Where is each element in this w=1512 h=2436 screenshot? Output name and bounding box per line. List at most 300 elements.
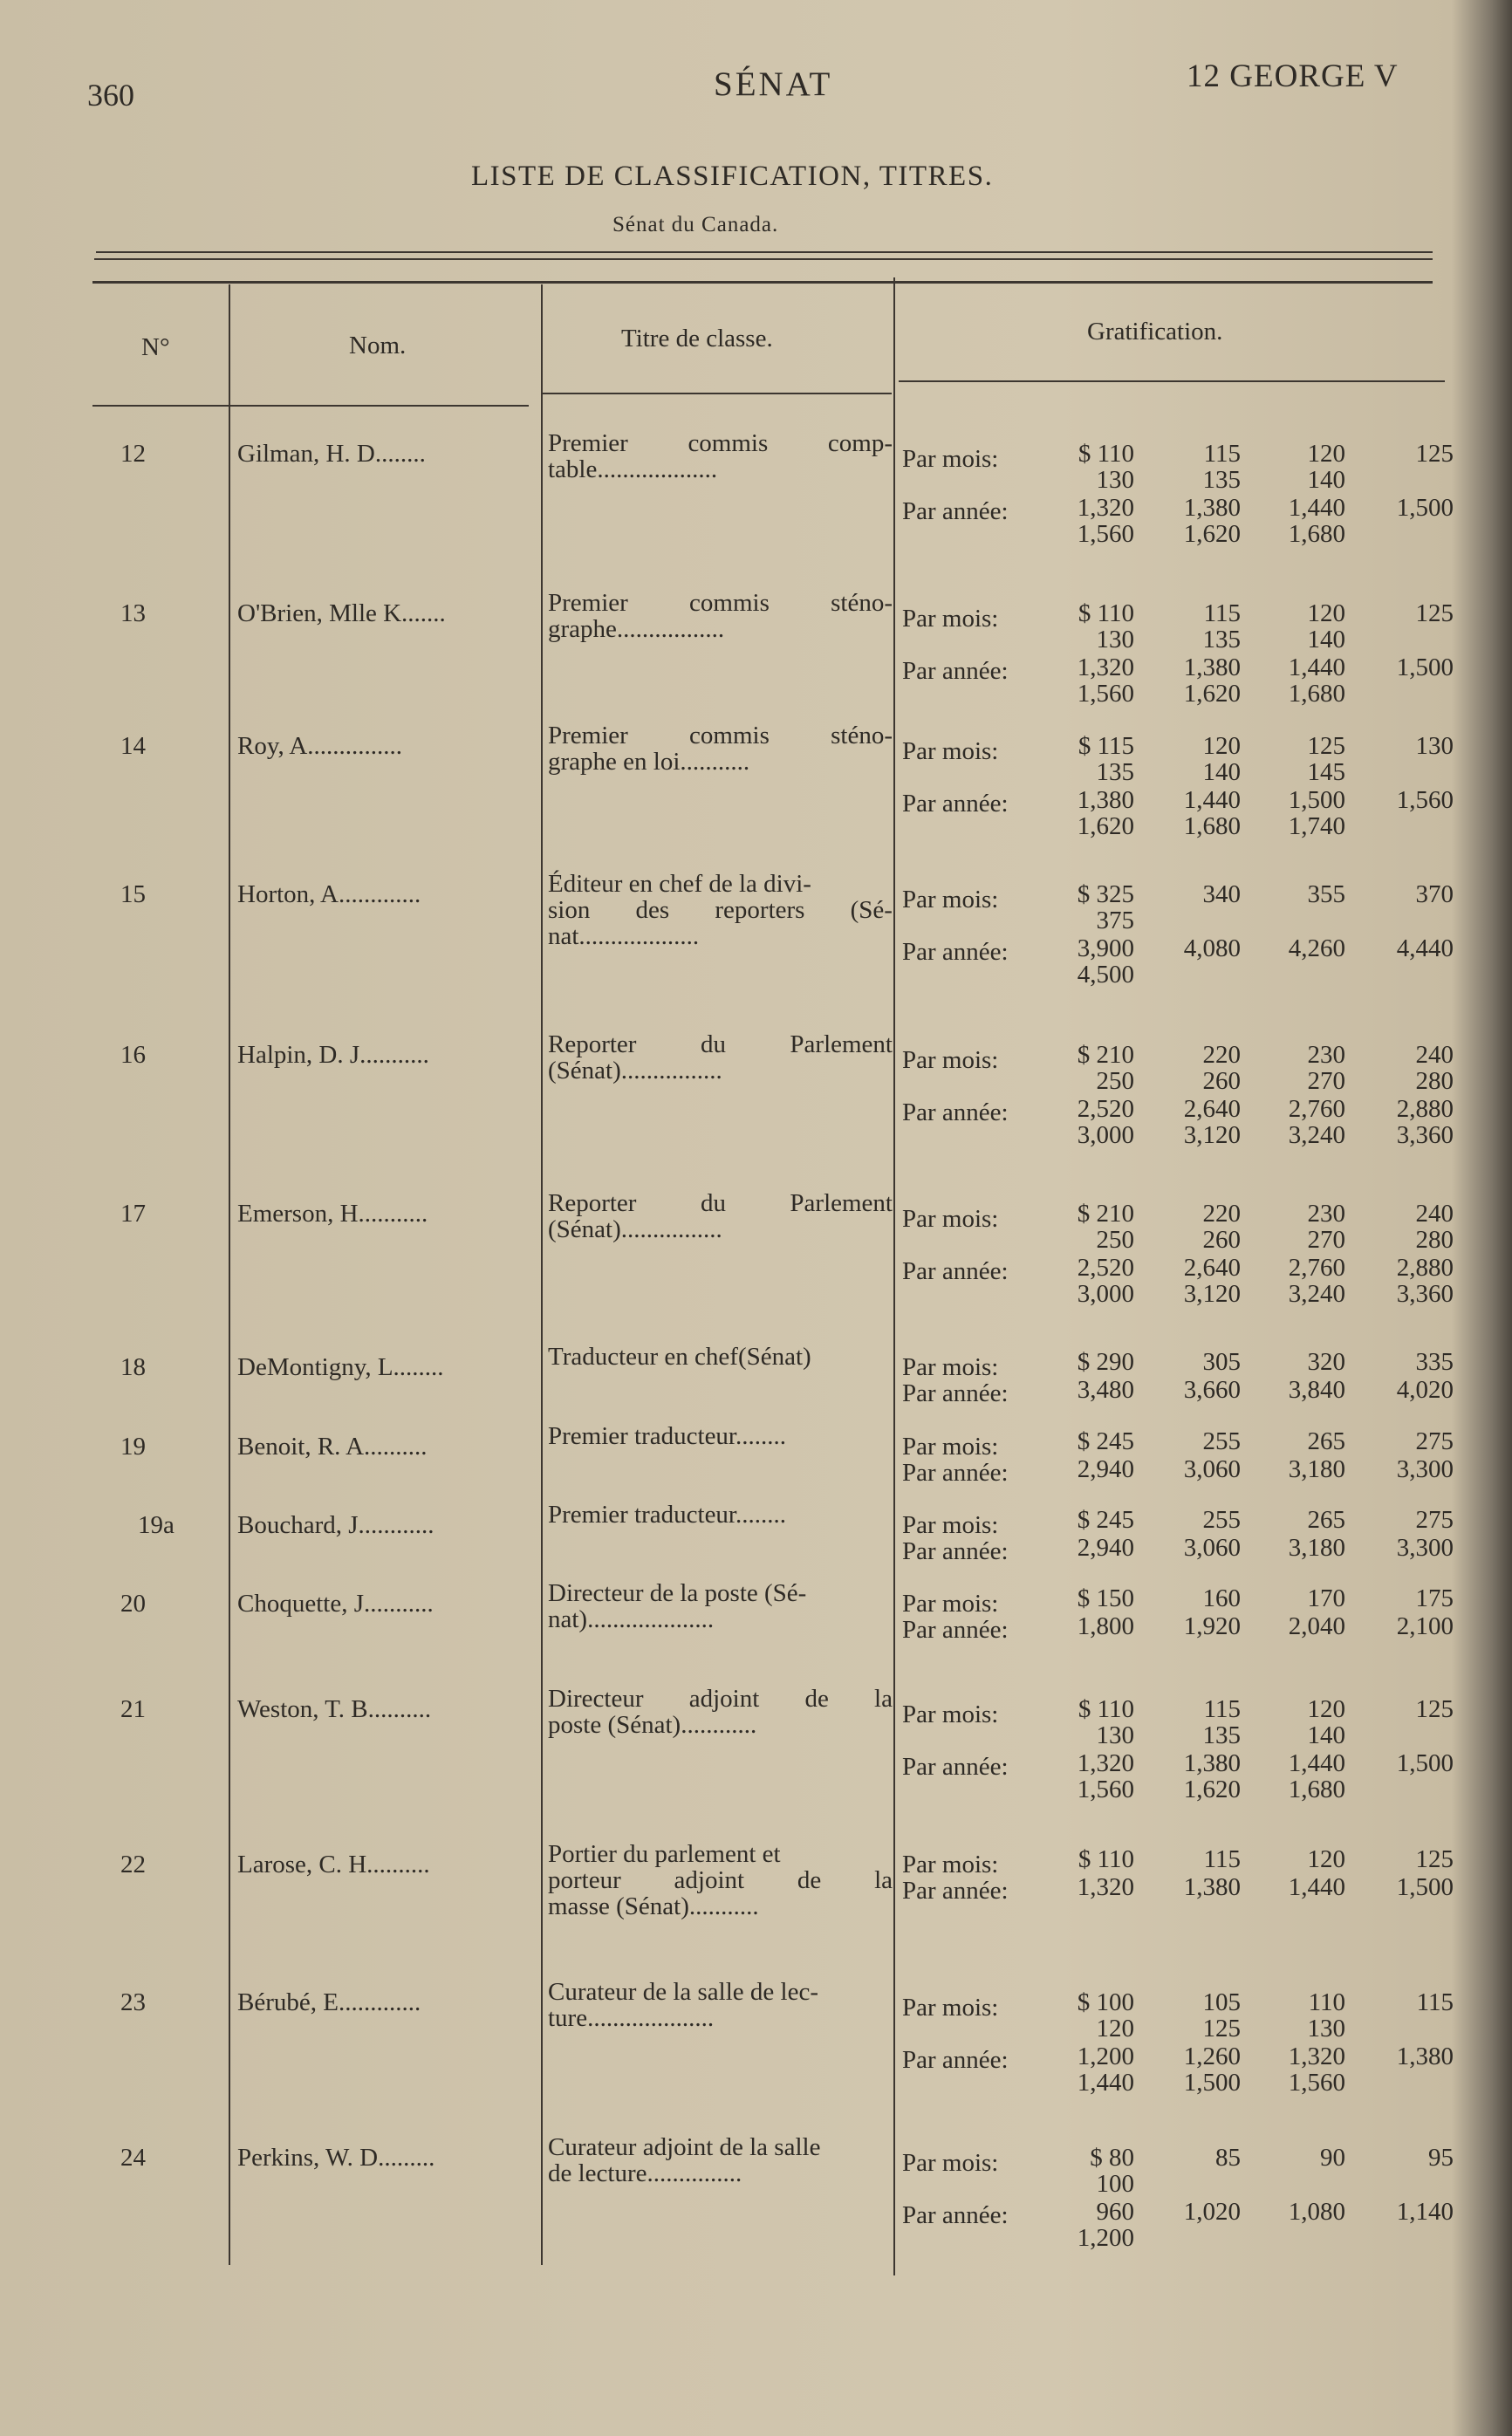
per-year-value: 2,760	[1288, 1095, 1345, 1123]
per-year-value: 2,640	[1183, 1254, 1241, 1282]
per-month-value: 230	[1307, 1041, 1345, 1069]
per-year-label: Par année:	[902, 1877, 1009, 1905]
per-year-value: 1,380	[1183, 494, 1241, 522]
class-title	[548, 1344, 893, 1370]
class-title-word: Premier	[548, 589, 628, 617]
per-year-value: 3,240	[1288, 1280, 1345, 1308]
class-title-word: du	[700, 1189, 726, 1217]
per-year-label: Par année:	[902, 1257, 1009, 1285]
per-month-value: 240	[1415, 1200, 1454, 1228]
class-title-line	[548, 1057, 893, 1084]
column-divider-2	[541, 284, 543, 2265]
per-month-value: 120	[1202, 732, 1241, 760]
per-month-value: 140	[1307, 626, 1345, 653]
per-month-value: 270	[1307, 1067, 1345, 1095]
class-title-word: graphe en loi...........	[548, 748, 750, 776]
per-year-value: 1,500	[1396, 1749, 1454, 1777]
class-title	[548, 1502, 893, 1528]
class-title-word: Directeur de la poste (Sé-	[548, 1579, 807, 1607]
class-title	[548, 1841, 893, 1919]
class-title-word: la	[874, 1685, 893, 1713]
per-month-value: 120	[1096, 2015, 1134, 2043]
per-year-value: 1,260	[1183, 2043, 1241, 2070]
per-month-value: 265	[1307, 1427, 1345, 1455]
class-title-line	[548, 871, 893, 897]
per-month-value: $ 210	[1077, 1041, 1134, 1069]
per-year-value: 1,380	[1396, 2043, 1454, 2070]
column-header-title: Titre de classe.	[621, 325, 773, 352]
class-title-line	[548, 1190, 893, 1216]
row-number: 16	[120, 1041, 146, 1069]
page-number: 360	[87, 78, 134, 113]
per-year-value: 1,560	[1077, 680, 1134, 708]
per-month-value: $ 110	[1078, 440, 1134, 468]
per-year-value: 1,320	[1077, 1749, 1134, 1777]
class-title-word: Premier traducteur........	[548, 1422, 786, 1450]
employee-name: Gilman, H. D........	[237, 440, 426, 468]
per-month-value: 220	[1202, 1200, 1241, 1228]
per-year-value: 1,380	[1183, 1873, 1241, 1901]
row-number: 19a	[138, 1511, 174, 1539]
per-year-value: 4,500	[1077, 961, 1134, 989]
per-month-label: Par mois:	[902, 1590, 999, 1618]
per-year-value: 4,020	[1396, 1376, 1454, 1404]
class-title-word: adjoint	[688, 1685, 760, 1713]
per-month-value: 130	[1096, 466, 1134, 494]
per-year-label: Par année:	[902, 1379, 1009, 1407]
per-year-value: 1,440	[1288, 494, 1345, 522]
per-year-value: 1,680	[1288, 520, 1345, 548]
per-month-value: 255	[1202, 1427, 1241, 1455]
row-number: 21	[120, 1695, 146, 1723]
class-title-word: reporters	[715, 896, 805, 924]
per-year-value: 1,500	[1396, 653, 1454, 681]
per-month-value: 135	[1202, 466, 1241, 494]
per-month-value: 250	[1096, 1226, 1134, 1254]
per-year-label: Par année:	[902, 657, 1009, 685]
per-year-value: 1,200	[1077, 2043, 1134, 2070]
per-year-value: 1,440	[1288, 1749, 1345, 1777]
class-title-line	[548, 1580, 893, 1606]
class-title-line	[548, 2134, 893, 2160]
per-year-value: 1,320	[1077, 1873, 1134, 1901]
per-year-value: 2,940	[1077, 1455, 1134, 1483]
class-title-word: Parlement	[790, 1189, 893, 1217]
per-year-value: 3,360	[1396, 1121, 1454, 1149]
per-year-value: 1,200	[1077, 2224, 1134, 2252]
column-divider-1	[229, 284, 230, 2265]
class-title-line	[548, 2005, 893, 2031]
per-year-label: Par année:	[902, 1098, 1009, 1126]
per-year-label: Par année:	[902, 938, 1009, 966]
header-rule-title	[543, 393, 892, 394]
per-year-value: 1,560	[1077, 1776, 1134, 1803]
class-title-line	[548, 1423, 893, 1449]
class-title-line	[548, 722, 893, 749]
per-year-label: Par année:	[902, 1459, 1009, 1487]
per-year-value: 1,920	[1183, 1612, 1241, 1640]
column-divider-3	[893, 277, 895, 2275]
per-year-value: 3,120	[1183, 1121, 1241, 1149]
per-month-value: $ 325	[1077, 880, 1134, 908]
class-title-word: Directeur	[548, 1685, 644, 1713]
per-month-value: $ 290	[1077, 1348, 1134, 1376]
per-year-value: 3,480	[1077, 1376, 1134, 1404]
per-year-value: 1,380	[1183, 1749, 1241, 1777]
per-year-value: 1,560	[1077, 520, 1134, 548]
per-year-value: 3,300	[1396, 1534, 1454, 1562]
per-year-value: 2,520	[1077, 1095, 1134, 1123]
class-title-word: (Sénat)................	[548, 1215, 722, 1243]
per-month-value: 130	[1415, 732, 1454, 760]
running-title-right: 12 GEORGE V	[1187, 58, 1399, 94]
per-year-value: 2,880	[1396, 1254, 1454, 1282]
row-number: 15	[120, 880, 146, 908]
per-month-value: $ 150	[1077, 1584, 1134, 1612]
class-title-word: ture....................	[548, 2004, 715, 2032]
class-title	[548, 1031, 893, 1084]
class-title-line	[548, 590, 893, 616]
per-month-value: 120	[1307, 440, 1345, 468]
row-number: 18	[120, 1353, 146, 1381]
class-title-line	[548, 1979, 893, 2005]
per-year-value: 3,240	[1288, 1121, 1345, 1149]
class-title-word: Premier traducteur........	[548, 1501, 786, 1529]
per-year-value: 3,300	[1396, 1455, 1454, 1483]
per-month-value: $ 110	[1078, 1845, 1134, 1873]
per-year-value: 2,040	[1288, 1612, 1345, 1640]
per-year-value: 1,380	[1183, 653, 1241, 681]
per-month-value: 145	[1307, 758, 1345, 786]
list-subtitle: Sénat du Canada.	[612, 213, 779, 236]
column-header-name: Nom.	[349, 332, 407, 359]
class-title-word: commis	[689, 722, 770, 749]
class-title-word: commis	[689, 589, 770, 617]
per-month-value: 340	[1202, 880, 1241, 908]
per-year-label: Par année:	[902, 1537, 1009, 1565]
per-year-value: 2,100	[1396, 1612, 1454, 1640]
employee-name: Larose, C. H..........	[237, 1851, 430, 1878]
employee-name: Bérubé, E.............	[237, 1988, 421, 2016]
per-year-value: 3,900	[1077, 934, 1134, 962]
per-month-label: Par mois:	[902, 737, 999, 765]
per-year-value: 1,440	[1183, 786, 1241, 814]
employee-name: Bouchard, J............	[237, 1511, 434, 1539]
per-month-label: Par mois:	[902, 1046, 999, 1074]
class-title-word: Éditeur en chef de la divi-	[548, 870, 811, 898]
per-month-value: 250	[1096, 1067, 1134, 1095]
per-month-value: 115	[1203, 1845, 1241, 1873]
per-month-label: Par mois:	[902, 1851, 999, 1878]
per-year-value: 1,620	[1183, 1776, 1241, 1803]
per-month-value: $ 245	[1077, 1506, 1134, 1534]
per-year-value: 3,180	[1288, 1534, 1345, 1562]
class-title-line	[548, 897, 893, 923]
class-title-word: sténo-	[831, 589, 893, 617]
per-month-value: $ 80	[1090, 2144, 1134, 2172]
per-year-value: 1,440	[1288, 1873, 1345, 1901]
per-month-value: 125	[1202, 2015, 1241, 2043]
class-title-line	[548, 1606, 893, 1632]
per-year-value: 1,500	[1396, 1873, 1454, 1901]
per-month-value: 135	[1202, 626, 1241, 653]
per-month-value: 125	[1415, 599, 1454, 627]
class-title-word: adjoint	[674, 1866, 745, 1894]
column-header-gratification: Gratification.	[1087, 318, 1223, 346]
class-title-word: comp-	[827, 429, 893, 457]
per-year-label: Par année:	[902, 1616, 1009, 1644]
employee-name: Choquette, J...........	[237, 1590, 434, 1618]
per-month-value: 140	[1307, 1721, 1345, 1749]
per-month-value: 160	[1202, 1584, 1241, 1612]
per-month-value: 105	[1202, 1988, 1241, 2016]
per-year-value: 1,680	[1288, 680, 1345, 708]
row-number: 12	[120, 440, 146, 468]
per-year-value: 3,060	[1183, 1455, 1241, 1483]
per-month-value: 115	[1416, 1988, 1454, 2016]
class-title-word: (Sé-	[850, 896, 893, 924]
class-title	[548, 590, 893, 642]
running-title: SÉNAT	[714, 65, 833, 103]
per-month-value: 230	[1307, 1200, 1345, 1228]
class-title-word: de lecture...............	[548, 2159, 742, 2187]
row-number: 14	[120, 732, 146, 760]
per-month-value: 120	[1307, 1845, 1345, 1873]
employee-name: Perkins, W. D.........	[237, 2144, 435, 2172]
per-year-value: 4,260	[1288, 934, 1345, 962]
class-title-line	[548, 616, 893, 642]
per-year-value: 4,440	[1396, 934, 1454, 962]
per-month-value: 270	[1307, 1226, 1345, 1254]
per-month-value: 125	[1415, 1845, 1454, 1873]
per-month-value: 85	[1215, 2144, 1241, 2172]
per-month-value: 115	[1203, 599, 1241, 627]
column-header-no: N°	[141, 333, 170, 361]
per-month-value: 280	[1415, 1226, 1454, 1254]
per-year-value: 1,620	[1183, 680, 1241, 708]
header-rule-left	[92, 405, 529, 407]
class-title-word: des	[635, 896, 670, 924]
class-title-line	[548, 749, 893, 775]
per-month-value: 335	[1415, 1348, 1454, 1376]
per-year-value: 1,080	[1288, 2198, 1345, 2226]
per-year-label: Par année:	[902, 2201, 1009, 2229]
per-year-value: 1,740	[1288, 812, 1345, 840]
class-title-word: Parlement	[790, 1030, 893, 1058]
per-month-value: 100	[1096, 2170, 1134, 2198]
per-year-value: 2,940	[1077, 1534, 1134, 1562]
per-month-value: 110	[1308, 1988, 1345, 2016]
class-title-word: Premier	[548, 722, 628, 749]
class-title-line	[548, 1031, 893, 1057]
per-month-label: Par mois:	[902, 886, 999, 914]
per-month-value: 130	[1096, 1721, 1134, 1749]
per-month-value: 260	[1202, 1067, 1241, 1095]
per-year-label: Par année:	[902, 790, 1009, 818]
per-month-value: 125	[1307, 732, 1345, 760]
class-title-line	[548, 430, 893, 456]
employee-name: Horton, A.............	[237, 880, 421, 908]
class-title-word: de	[797, 1866, 822, 1894]
per-month-label: Par mois:	[902, 1433, 999, 1461]
employee-name: DeMontigny, L........	[237, 1353, 444, 1381]
employee-name: Benoit, R. A..........	[237, 1433, 428, 1461]
per-year-value: 1,560	[1396, 786, 1454, 814]
row-number: 19	[120, 1433, 146, 1461]
class-title-word: du	[700, 1030, 726, 1058]
per-month-value: 170	[1307, 1584, 1345, 1612]
per-year-value: 2,760	[1288, 1254, 1345, 1282]
class-title	[548, 1580, 893, 1632]
per-year-value: 1,680	[1288, 1776, 1345, 1803]
class-title-line	[548, 1841, 893, 1867]
class-title-line	[548, 923, 893, 949]
per-year-value: 3,000	[1077, 1280, 1134, 1308]
class-title	[548, 2134, 893, 2186]
per-month-value: 320	[1307, 1348, 1345, 1376]
per-year-value: 3,360	[1396, 1280, 1454, 1308]
per-year-value: 1,500	[1396, 494, 1454, 522]
row-number: 23	[120, 1988, 146, 2016]
per-month-value: $ 210	[1077, 1200, 1134, 1228]
per-month-value: $ 115	[1078, 732, 1134, 760]
per-year-value: 3,000	[1077, 1121, 1134, 1149]
per-month-value: 265	[1307, 1506, 1345, 1534]
per-year-value: 1,500	[1183, 2069, 1241, 2097]
per-year-value: 4,080	[1183, 934, 1241, 962]
row-number: 22	[120, 1851, 146, 1878]
per-year-value: 3,180	[1288, 1455, 1345, 1483]
employee-name: Halpin, D. J...........	[237, 1041, 429, 1069]
per-month-value: 275	[1415, 1506, 1454, 1534]
row-number: 13	[120, 599, 146, 627]
class-title-word: Traducteur en chef(Sénat)	[548, 1343, 811, 1371]
row-number: 24	[120, 2144, 146, 2172]
per-month-value: $ 245	[1077, 1427, 1134, 1455]
per-year-value: 1,020	[1183, 2198, 1241, 2226]
employee-name: Emerson, H...........	[237, 1200, 428, 1228]
class-title	[548, 1686, 893, 1738]
per-year-value: 3,660	[1183, 1376, 1241, 1404]
per-year-label: Par année:	[902, 497, 1009, 525]
per-month-value: 355	[1307, 880, 1345, 908]
top-rule	[96, 251, 1433, 253]
per-month-value: 275	[1415, 1427, 1454, 1455]
per-month-value: 375	[1096, 907, 1134, 934]
class-title-word: de	[804, 1685, 829, 1713]
per-month-value: 240	[1415, 1041, 1454, 1069]
per-month-value: 140	[1202, 758, 1241, 786]
per-year-label: Par année:	[902, 1753, 1009, 1781]
per-month-value: 135	[1202, 1721, 1241, 1749]
per-year-value: 1,620	[1183, 520, 1241, 548]
per-year-value: 2,880	[1396, 1095, 1454, 1123]
per-year-value: 1,440	[1077, 2069, 1134, 2097]
employee-name: O'Brien, Mlle K.......	[237, 599, 446, 627]
class-title-word: commis	[688, 429, 769, 457]
class-title	[548, 871, 893, 949]
class-title-line	[548, 1867, 893, 1893]
class-title-word: (Sénat)................	[548, 1057, 722, 1085]
class-title-word: sion	[548, 896, 591, 924]
employee-name: Roy, A...............	[237, 732, 403, 760]
row-number: 17	[120, 1200, 146, 1228]
per-month-label: Par mois:	[902, 605, 999, 633]
per-month-label: Par mois:	[902, 1700, 999, 1728]
class-title	[548, 1423, 893, 1449]
per-year-value: 1,320	[1077, 494, 1134, 522]
per-year-value: 1,440	[1288, 653, 1345, 681]
per-month-value: 115	[1203, 1695, 1241, 1723]
per-month-value: $ 110	[1078, 1695, 1134, 1723]
class-title-word: Reporter	[548, 1189, 637, 1217]
per-month-value: 260	[1202, 1226, 1241, 1254]
class-title-word: Curateur de la salle de lec-	[548, 1978, 818, 2006]
employee-name: Weston, T. B..........	[237, 1695, 432, 1723]
per-month-value: 95	[1428, 2144, 1454, 2172]
per-month-value: 125	[1415, 1695, 1454, 1723]
class-title-word: Portier du parlement et	[548, 1840, 781, 1868]
class-title-line	[548, 1502, 893, 1528]
class-title-line	[548, 1712, 893, 1738]
class-title-word: table...................	[548, 455, 718, 483]
per-month-value: 90	[1320, 2144, 1345, 2172]
class-title-line	[548, 1893, 893, 1919]
list-title: LISTE DE CLASSIFICATION, TITRES.	[471, 161, 994, 192]
class-title-line	[548, 456, 893, 482]
class-title	[548, 1190, 893, 1242]
class-title	[548, 722, 893, 775]
class-title-word: poste (Sénat)............	[548, 1711, 757, 1739]
per-month-value: 115	[1203, 440, 1241, 468]
per-month-value: 125	[1415, 440, 1454, 468]
class-title-line	[548, 1686, 893, 1712]
per-month-label: Par mois:	[902, 1511, 999, 1539]
per-year-value: 2,520	[1077, 1254, 1134, 1282]
per-month-value: 140	[1307, 466, 1345, 494]
table-top-rule	[92, 281, 1433, 284]
class-title-line	[548, 1344, 893, 1370]
per-month-value: 130	[1096, 626, 1134, 653]
row-number: 20	[120, 1590, 146, 1618]
per-year-value: 1,620	[1077, 812, 1134, 840]
per-month-label: Par mois:	[902, 1994, 999, 2022]
class-title-word: sténo-	[831, 722, 893, 749]
per-year-label: Par année:	[902, 2046, 1009, 2074]
per-month-value: 130	[1307, 2015, 1345, 2043]
per-month-value: 175	[1415, 1584, 1454, 1612]
per-year-value: 1,320	[1288, 2043, 1345, 2070]
per-year-value: 2,640	[1183, 1095, 1241, 1123]
class-title	[548, 1979, 893, 2031]
class-title-word: porteur	[548, 1866, 621, 1894]
per-year-value: 3,840	[1288, 1376, 1345, 1404]
class-title-line	[548, 1216, 893, 1242]
per-year-value: 1,500	[1288, 786, 1345, 814]
per-year-value: 3,120	[1183, 1280, 1241, 1308]
per-month-value: $ 100	[1077, 1988, 1134, 2016]
class-title	[548, 430, 893, 482]
class-title-word: masse (Sénat)...........	[548, 1892, 759, 1920]
per-year-value: 1,680	[1183, 812, 1241, 840]
per-year-value: 1,380	[1077, 786, 1134, 814]
top-rule-2	[94, 258, 1433, 260]
per-month-value: 220	[1202, 1041, 1241, 1069]
per-month-value: 370	[1415, 880, 1454, 908]
class-title-word: nat)....................	[548, 1605, 715, 1633]
per-month-value: 255	[1202, 1506, 1241, 1534]
per-month-value: $ 110	[1078, 599, 1134, 627]
